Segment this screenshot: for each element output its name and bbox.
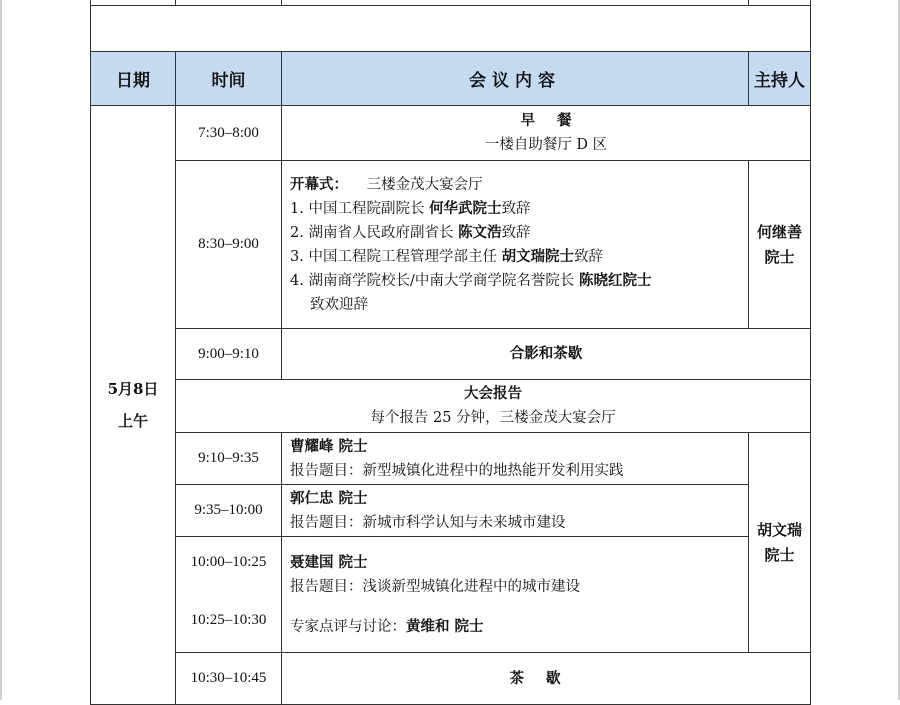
date-text: 5月8日 bbox=[107, 380, 159, 398]
report-speaker: 聂建国 院士 bbox=[290, 553, 368, 571]
review-name: 黄维和 院士 bbox=[406, 617, 484, 635]
report-row bbox=[91, 485, 811, 537]
opening-item-num: 1. bbox=[290, 200, 304, 217]
date-cell bbox=[91, 106, 176, 705]
report-topic: 报告题目：新城市科学认知与未来城市建设 bbox=[290, 514, 566, 531]
header-time: 时间 bbox=[176, 52, 282, 106]
opening-item-suffix: 致欢迎辞 bbox=[310, 296, 368, 313]
breakfast-content bbox=[282, 106, 811, 161]
page-edge-left bbox=[0, 0, 2, 700]
breakfast-time: 7:30–8:00 bbox=[176, 106, 282, 161]
reports-host bbox=[749, 433, 811, 653]
opening-item-text: 中国工程院副院长 bbox=[308, 200, 425, 217]
opening-item bbox=[290, 245, 740, 269]
header-date: 日期 bbox=[91, 52, 176, 106]
opening-item bbox=[290, 221, 740, 245]
review-time: 10:25–10:30 bbox=[176, 589, 282, 653]
tea-row bbox=[91, 653, 811, 705]
opening-item-text: 湖南商学院校长/中南大学商学院名誉院长 bbox=[308, 272, 575, 289]
report-header-subtitle: 每个报告 25 分钟，三楼金茂大宴会厅 bbox=[370, 410, 616, 426]
report-header-row bbox=[91, 380, 811, 433]
opening-host bbox=[749, 161, 811, 329]
report-header-title: 大会报告 bbox=[464, 385, 522, 402]
opening-item-text: 湖南省人民政府副省长 bbox=[308, 224, 454, 241]
header-host: 主持人 bbox=[749, 52, 811, 106]
review-label: 专家点评与讨论： bbox=[290, 618, 406, 635]
opening-item bbox=[290, 269, 740, 293]
photo-time: 9:00–9:10 bbox=[176, 329, 282, 380]
opening-item-num: 4. bbox=[290, 272, 304, 289]
opening-title-line bbox=[290, 173, 740, 197]
report-header bbox=[176, 380, 811, 433]
photo-row bbox=[91, 329, 811, 380]
opening-item-num: 3. bbox=[290, 248, 304, 265]
opening-item-continued bbox=[290, 293, 740, 317]
opening-content bbox=[282, 161, 749, 329]
report-time: 10:00–10:25 bbox=[176, 537, 282, 589]
report-content bbox=[282, 537, 749, 653]
report-time: 9:35–10:00 bbox=[176, 485, 282, 537]
reports-host-title: 院士 bbox=[764, 545, 795, 564]
opening-item-name: 陈晓红院士 bbox=[578, 271, 652, 289]
schedule-table bbox=[90, 0, 811, 705]
opening-host-title: 院士 bbox=[764, 247, 795, 266]
blank-row bbox=[91, 6, 811, 52]
opening-item-name: 何华武院士 bbox=[429, 199, 502, 217]
photo-title: 合影和茶歇 bbox=[282, 329, 811, 380]
report-content bbox=[282, 485, 749, 537]
opening-location: 三楼金茂大宴会厅 bbox=[366, 176, 483, 193]
review-line bbox=[290, 615, 740, 639]
opening-item-text: 中国工程院工程管理学部主任 bbox=[308, 248, 497, 265]
tea-title: 茶歇 bbox=[282, 653, 811, 705]
report-row bbox=[91, 433, 811, 485]
report-speaker: 郭仁忠 院士 bbox=[290, 489, 368, 507]
report-topic: 报告题目：浅谈新型城镇化进程中的城市建设 bbox=[290, 578, 580, 595]
report-row bbox=[91, 537, 811, 589]
opening-item-suffix: 致辞 bbox=[501, 224, 531, 241]
report-topic: 报告题目：新型城镇化进程中的地热能开发利用实践 bbox=[290, 462, 624, 479]
tea-time: 10:30–10:45 bbox=[176, 653, 282, 705]
header-content: 会议内容 bbox=[282, 52, 749, 106]
report-time: 9:10–9:35 bbox=[176, 433, 282, 485]
period-text: 上午 bbox=[117, 412, 148, 430]
opening-item-suffix: 致辞 bbox=[501, 200, 531, 217]
opening-item-suffix: 致辞 bbox=[574, 248, 604, 265]
opening-title: 开幕式： bbox=[290, 175, 348, 193]
breakfast-row bbox=[91, 106, 811, 161]
opening-item-num: 2. bbox=[290, 224, 304, 241]
report-speaker: 曹耀峰 院士 bbox=[290, 437, 368, 455]
opening-host-name: 何继善 bbox=[756, 222, 802, 241]
opening-item bbox=[290, 197, 740, 221]
breakfast-location: 一楼自助餐厅 D 区 bbox=[484, 137, 608, 153]
opening-item-name: 陈文浩 bbox=[458, 223, 502, 241]
breakfast-title: 早餐 bbox=[520, 112, 594, 129]
reports-host-name: 胡文瑞 bbox=[756, 520, 802, 539]
opening-item-name: 胡文瑞院士 bbox=[501, 247, 575, 265]
report-content bbox=[282, 433, 749, 485]
opening-time: 8:30–9:00 bbox=[176, 161, 282, 329]
header-row bbox=[91, 52, 811, 106]
opening-row bbox=[91, 161, 811, 329]
